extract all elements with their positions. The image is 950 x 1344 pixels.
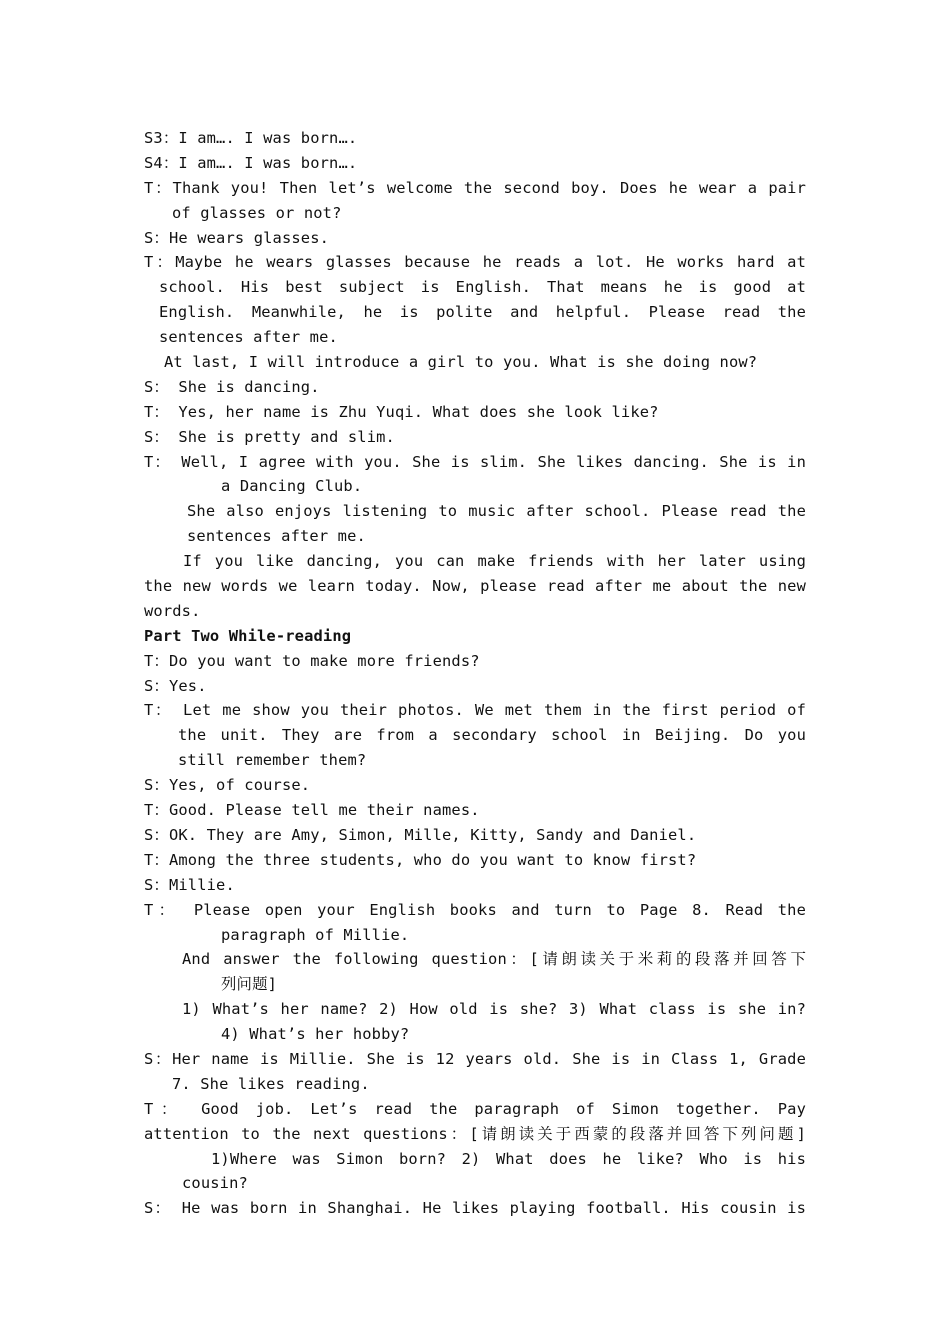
dialogue-line: attention to the next questions：[请朗读关于西蒙的段落并回答下列问题] (144, 1124, 806, 1143)
dialogue-line: S： She is dancing. (144, 377, 320, 396)
dialogue-line: words. (144, 601, 201, 620)
dialogue-line: S： She is pretty and slim. (144, 427, 395, 446)
dialogue-line: the new words we learn today. Now, please read after me about the new (144, 577, 806, 596)
dialogue-line: the unit. They are from a secondary school in Beijing. Do you (178, 726, 806, 745)
dialogue-line: a Dancing Club. (221, 477, 363, 496)
dialogue-line: sentences after me. (159, 328, 338, 347)
dialogue-line: S：Yes, of course. (144, 776, 311, 795)
dialogue-line: T： Yes, her name is Zhu Yuqi. What does she look like? (144, 402, 659, 421)
dialogue-line: 列问题] (221, 975, 278, 994)
dialogue-line: T： Let me show you their photos. We met them in the first period of (144, 701, 806, 720)
dialogue-line: paragraph of Millie. (221, 925, 410, 944)
dialogue-line: T： Please open your English books and turn to Page 8. Read the (144, 900, 806, 919)
dialogue-line: S：Her name is Millie. She is 12 years old. She is in Class 1, Grade (144, 1049, 806, 1068)
dialogue-line: S：OK. They are Amy, Simon, Mille, Kitty, Sandy and Daniel. (144, 825, 697, 844)
dialogue-line: still remember them? (178, 751, 367, 770)
dialogue-line: S4：I am…. I was born…. (144, 153, 358, 172)
dialogue-line: T：Among the three students, who do you want to know first? (144, 850, 697, 869)
dialogue-line: And answer the following question：[请朗读关于米莉的段落并回答下 (182, 950, 806, 969)
dialogue-line: T：Good. Please tell me their names. (144, 801, 480, 820)
dialogue-line: S： He was born in Shanghai. He likes playing football. His cousin is (144, 1199, 806, 1218)
dialogue-line: If you like dancing, you can make friends with her later using (183, 552, 806, 571)
dialogue-line: 1)Where was Simon born? 2) What does he like? Who is his (211, 1149, 806, 1168)
dialogue-line: 7. She likes reading. (172, 1074, 370, 1093)
section-heading: Part Two While-reading (144, 626, 352, 645)
dialogue-line: sentences after me. (187, 527, 366, 546)
dialogue-line: T：Maybe he wears glasses because he reads a lot. He works hard at (144, 253, 806, 272)
dialogue-line: T：Do you want to make more friends? (144, 651, 480, 670)
dialogue-line: T： Good job. Let’s read the paragraph of Simon together. Pay (144, 1099, 806, 1118)
dialogue-line: T： Well, I agree with you. She is slim. She likes dancing. She is in (144, 452, 806, 471)
dialogue-line: At last, I will introduce a girl to you. What is she doing now? (164, 353, 758, 372)
dialogue-line: She also enjoys listening to music after school. Please read the (187, 502, 806, 521)
dialogue-line: 1) What’s her name? 2) How old is she? 3) What class is she in? (182, 1000, 806, 1019)
dialogue-line: of glasses or not? (172, 203, 342, 222)
dialogue-line: school. His best subject is English. That means he is good at (159, 278, 806, 297)
dialogue-line: S：He wears glasses. (144, 228, 330, 247)
dialogue-line: S3：I am…. I was born…. (144, 129, 358, 147)
dialogue-line: T：Thank you! Then let’s welcome the second boy. Does he wear a pair (144, 178, 806, 197)
dialogue-line: S：Millie. (144, 875, 235, 894)
dialogue-line: cousin? (182, 1174, 248, 1193)
dialogue-line: S：Yes. (144, 676, 207, 695)
dialogue-line: 4) What’s her hobby? (221, 1025, 410, 1044)
lesson-transcript (144, 126, 806, 1221)
dialogue-line: English. Meanwhile, he is polite and helpful. Please read the (159, 303, 806, 322)
